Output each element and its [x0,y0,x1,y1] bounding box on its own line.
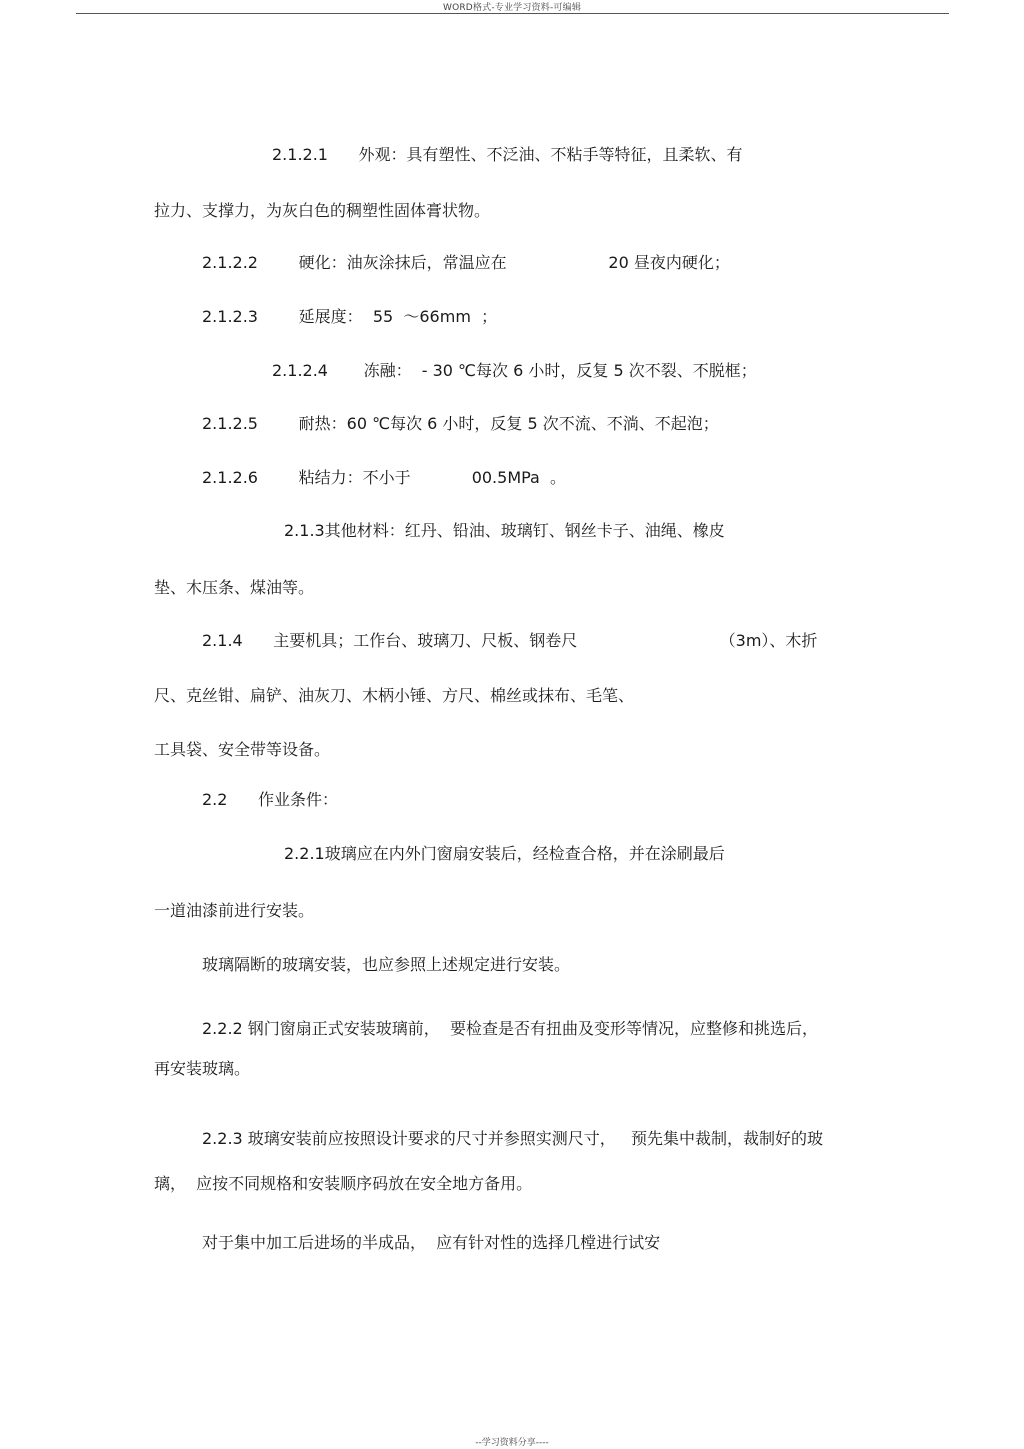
text-line-10: 2.1.4 主要机具；工作台、玻璃刀、尺板、钢卷尺 （3m）、木折 [202,631,818,650]
text-line-17: 2.2.2 钢门窗扇正式安装玻璃前， 要检查是否有扭曲及变形等情况，应整修和挑选后， [202,1019,818,1038]
header-divider [76,13,949,14]
text-line-19: 2.2.3 玻璃安装前应按照设计要求的尺寸并参照实测尺寸， 预先集中裁制，裁制好的玻 [202,1129,824,1148]
text-line-12: 工具袋、安全带等设备。 [154,740,331,759]
text-line-4: 2.1.2.3 延展度： 55 ～66mm ； [202,307,498,326]
text-line-1: 2.1.2.1 外观：具有塑性、不泛油、不粘手等特征，且柔软、有 [272,145,743,164]
text-line-11: 尺、克丝钳、扁铲、油灰刀、木柄小锤、方尺、棉丝或抹布、毛笔、 [154,686,635,705]
text-line-3: 2.1.2.2 硬化：油灰涂抹后，常温应在 20 昼夜内硬化； [202,253,730,272]
text-line-15: 一道油漆前进行安装。 [154,901,315,920]
text-line-5: 2.1.2.4 冻融： - 30 ℃每次 6 小时，反复 5 次不裂、不脱框； [272,361,757,380]
text-line-21: 对于集中加工后进场的半成品， 应有针对性的选择几樘进行试安 [202,1233,661,1252]
text-line-8: 2.1.3其他材料：红丹、铅油、玻璃钉、钢丝卡子、油绳、橡皮 [284,521,725,540]
text-line-6: 2.1.2.5 耐热：60 ℃每次 6 小时，反复 5 次不流、不淌、不起泡； [202,414,719,433]
text-line-2: 拉力、支撑力，为灰白色的稠塑性固体膏状物。 [154,201,491,220]
text-line-9: 垫、木压条、煤油等。 [154,578,315,597]
text-line-13: 2.2 作业条件： [202,790,338,809]
page-header-text: WORD格式-专业学习资料-可编辑 [442,3,582,13]
text-line-7: 2.1.2.6 粘结力：不小于 00.5MPa 。 [202,468,567,487]
text-line-16: 玻璃隔断的玻璃安装，也应参照上述规定进行安装。 [202,955,571,974]
text-line-14: 2.2.1玻璃应在内外门窗扇安装后，经检查合格，并在涂刷最后 [284,844,725,863]
page-footer-text: --学习资料分享---- [475,1438,549,1448]
text-line-20: 璃， 应按不同规格和安装顺序码放在安全地方备用。 [154,1174,533,1193]
text-line-18: 再安装玻璃。 [154,1059,251,1078]
